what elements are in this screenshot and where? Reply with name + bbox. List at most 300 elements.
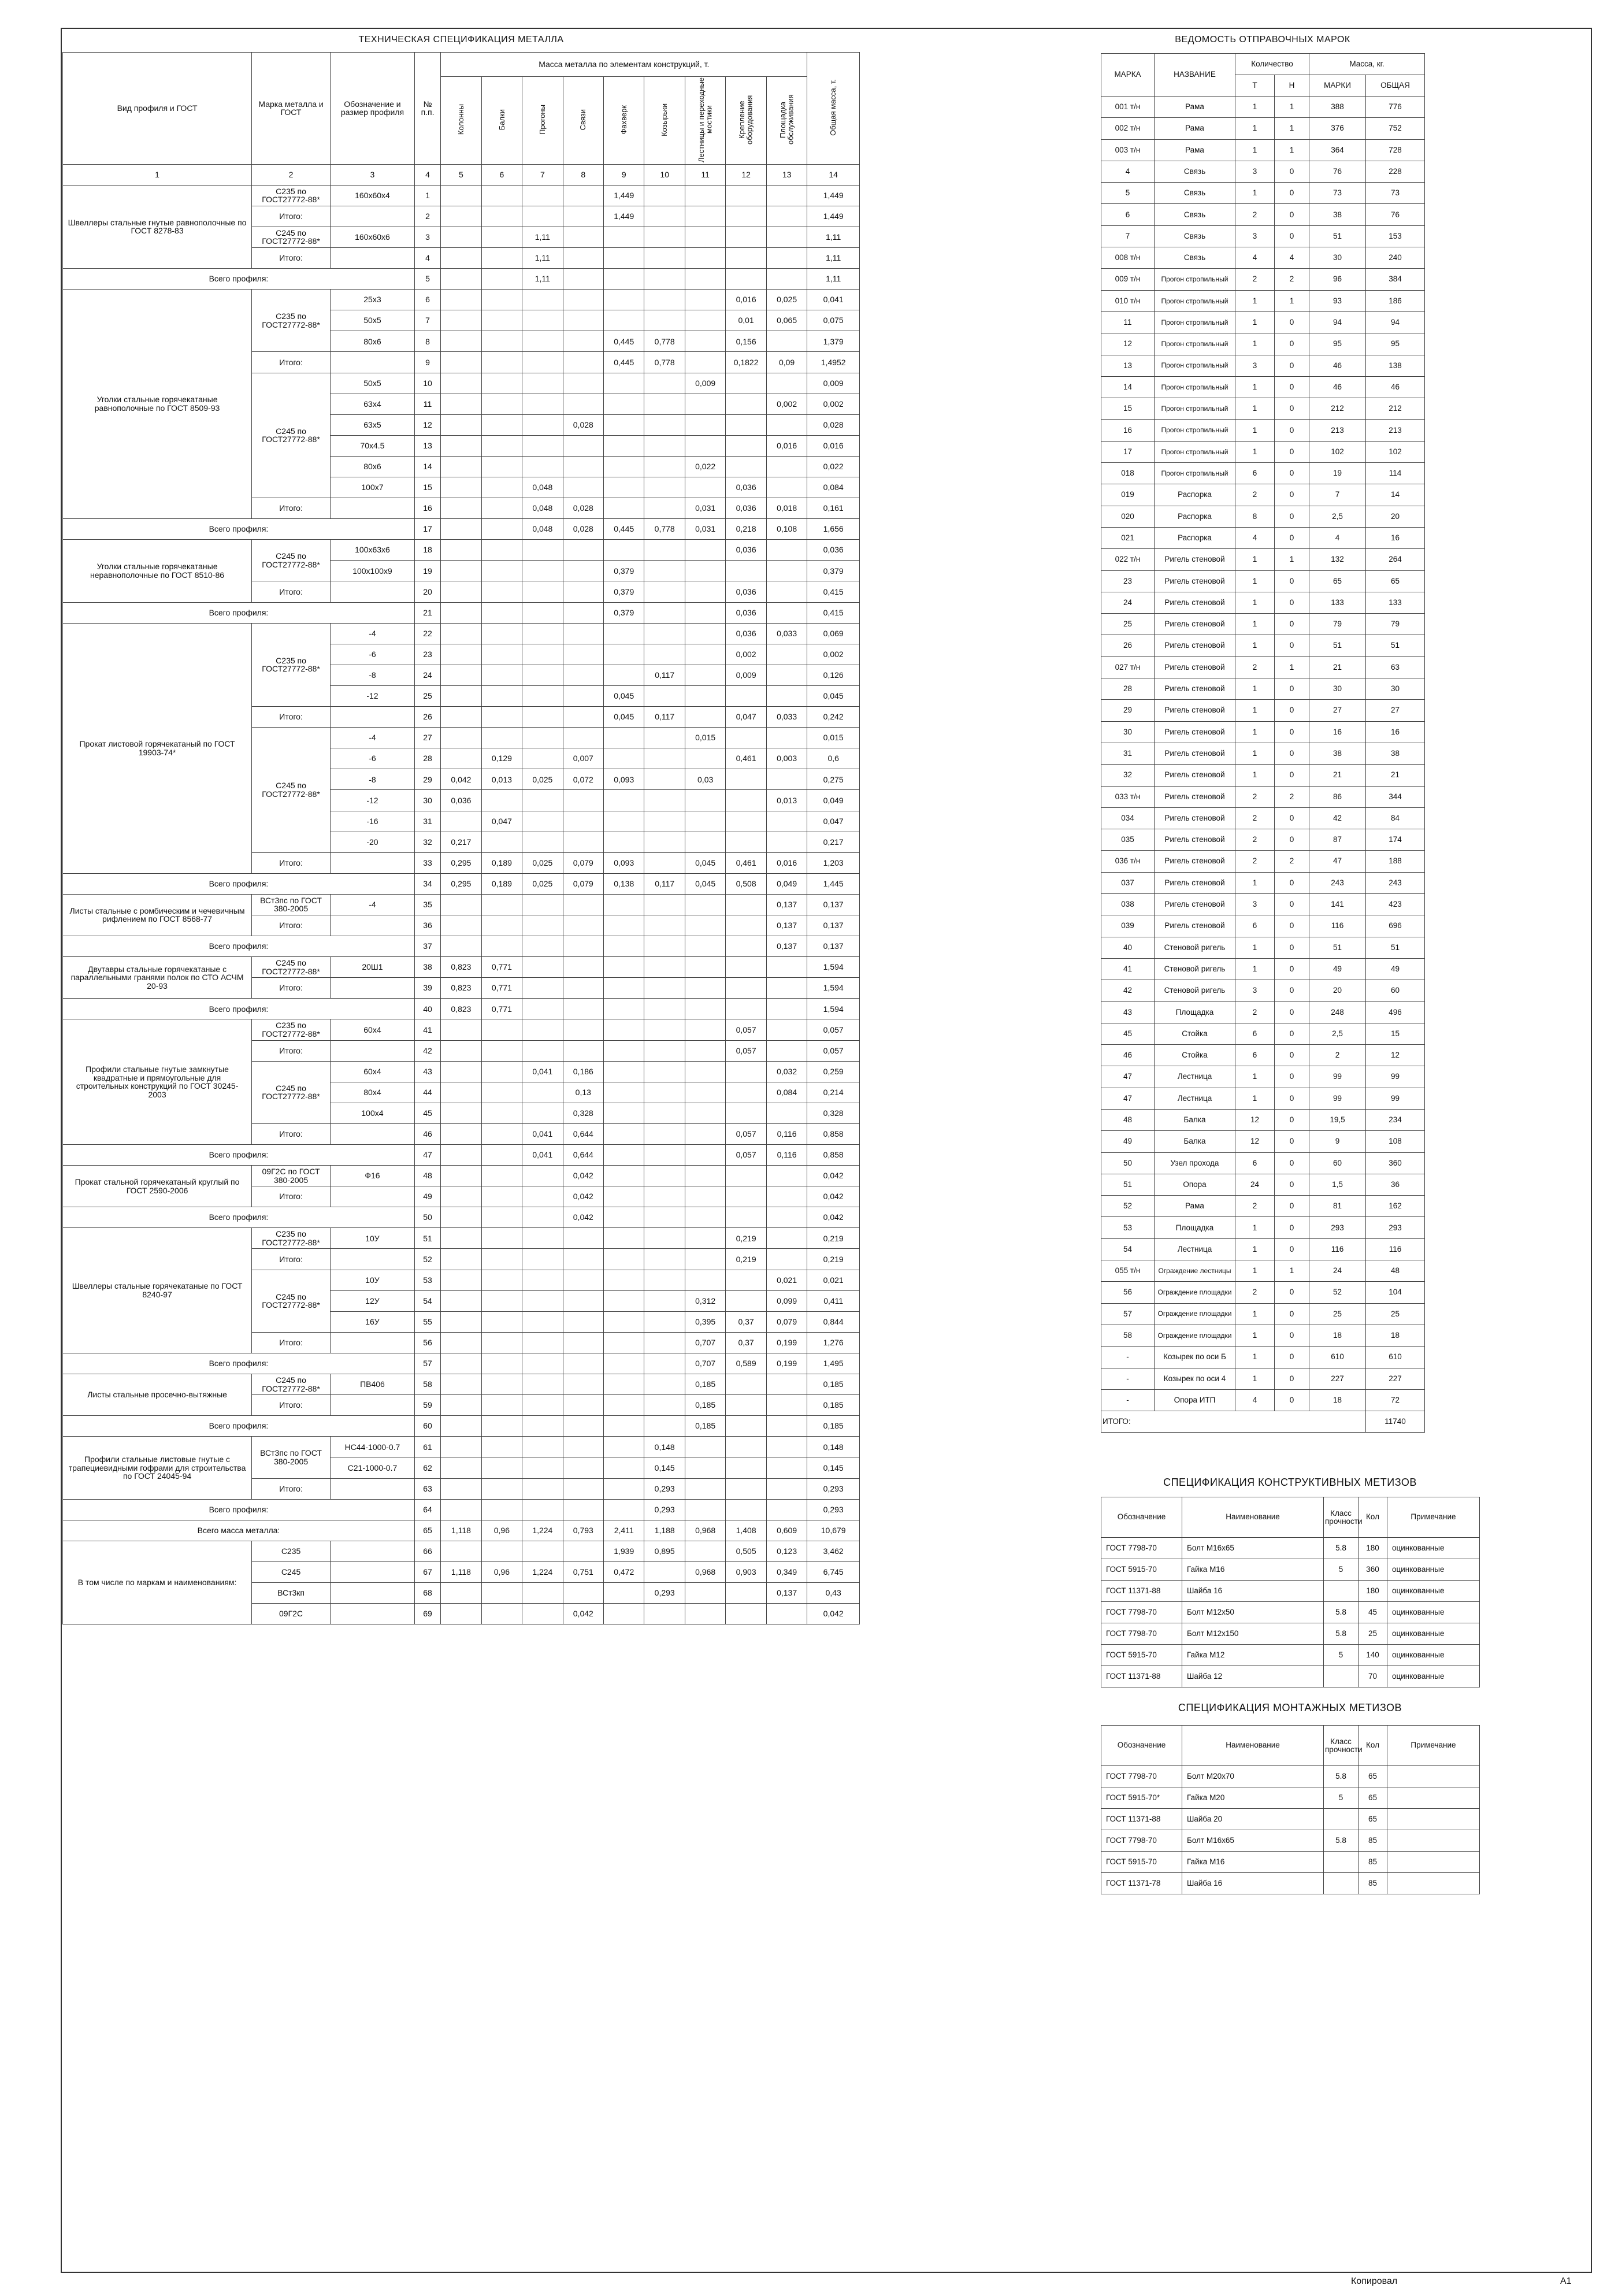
value-cell [726,1207,766,1228]
ship-cell: Стеновой ригель [1155,937,1235,958]
ship-cell: 116 [1366,1238,1425,1260]
ship-cell: 42 [1101,980,1155,1002]
ship-cell: 0 [1275,1368,1309,1389]
table-row [1101,398,1425,420]
ship-total-label: ИТОГО: [1101,1411,1366,1433]
table-row [1101,1260,1425,1282]
ship-cell: Прогон стропильный [1155,463,1235,484]
value-cell: 70х4.5 [330,435,414,456]
value-cell [644,1290,685,1311]
ship-cell: 376 [1309,118,1366,139]
ship-cell: 2 [1235,269,1275,290]
value-cell: 0,185 [685,1374,725,1395]
copied-label: Копировал [1351,2276,1398,2286]
value-cell: 0,312 [685,1290,725,1311]
value-cell: 0,108 [766,519,807,540]
value-cell: 0,472 [604,1561,644,1582]
ship-cell: 41 [1101,958,1155,980]
value-cell: 23 [414,644,440,665]
cons-cell: 180 [1359,1538,1387,1559]
value-cell [522,561,563,581]
col-size-header: Обозначение и размер профиля [330,53,414,165]
value-cell [604,999,644,1019]
value-cell [604,1290,644,1311]
ship-cell: 49 [1101,1131,1155,1152]
value-cell: 53 [414,1270,440,1290]
value-cell [481,1478,522,1499]
total-cell: 0,036 [807,540,860,561]
mount-cell: Шайба 16 [1182,1873,1324,1894]
value-cell: 0,003 [766,748,807,769]
value-cell: Итого: [252,498,331,519]
ship-cell: - [1101,1389,1155,1411]
value-cell: 160х60х6 [330,227,414,247]
ship-cell: 0 [1275,1238,1309,1260]
value-cell [481,435,522,456]
col-element-header: Колонны [441,77,481,165]
value-cell [644,1395,685,1416]
value-cell: 0,036 [726,602,766,623]
table-row [1101,1174,1425,1195]
value-cell [563,1437,603,1457]
value-cell [563,790,603,811]
ship-cell: 240 [1366,247,1425,269]
ship-cell: Прогон стропильный [1155,398,1235,420]
col-number: 2 [252,164,331,185]
value-cell: 0,505 [726,1541,766,1561]
value-cell [481,832,522,852]
value-cell [604,435,644,456]
value-cell: 0,589 [726,1353,766,1374]
value-cell [604,290,644,310]
value-cell: С245 по ГОСТ27772-88* [252,540,331,581]
value-cell [481,685,522,706]
value-cell [604,811,644,832]
value-cell: 0,379 [604,561,644,581]
ship-cell: Прогон стропильный [1155,355,1235,376]
value-cell: 0,045 [685,852,725,873]
profile-cell: Всего профиля: [63,1499,415,1520]
ship-cell: 212 [1309,398,1366,420]
ship-cell: 4 [1235,247,1275,269]
value-cell: 0,013 [766,790,807,811]
value-cell [766,185,807,206]
value-cell: 59 [414,1395,440,1416]
value-cell [522,1478,563,1499]
value-cell [522,1270,563,1290]
table-row [1101,311,1425,333]
value-cell [685,811,725,832]
value-cell: 0,033 [766,707,807,728]
table-row [1101,183,1425,204]
value-cell [644,269,685,290]
col-number: 11 [685,164,725,185]
value-cell: 0,028 [563,414,603,435]
cons-cell [1324,1666,1359,1687]
total-cell: 0,185 [807,1416,860,1437]
ship-cell: 002 т/н [1101,118,1155,139]
ship-cell: 93 [1309,290,1366,311]
value-cell: 0,778 [644,519,685,540]
ship-cell: 17 [1101,441,1155,462]
value-cell [685,1207,725,1228]
value-cell: 49 [414,1186,440,1207]
total-cell: 0,042 [807,1207,860,1228]
value-cell [726,790,766,811]
profile-cell: Профили стальные гнутые замкнутые квадратные и прямоугольные для строительных конструкций по ГОСТ 30245-2003 [63,1019,252,1145]
ship-cell: 227 [1309,1368,1366,1389]
value-cell: Итого: [252,1332,331,1353]
value-cell: 0,116 [766,1145,807,1166]
value-cell: -16 [330,811,414,832]
total-cell: 0,411 [807,1290,860,1311]
value-cell: 0,968 [685,1561,725,1582]
value-cell [685,623,725,644]
mount-col-code: Обозначение [1101,1726,1182,1766]
value-cell: ВСт3пс по ГОСТ 380-2005 [252,1437,331,1478]
value-cell [766,373,807,394]
ship-cell: 65 [1366,570,1425,592]
value-cell: 64 [414,1499,440,1520]
value-cell: 16 [414,498,440,519]
total-cell: 0,6 [807,748,860,769]
value-cell [766,665,807,685]
value-cell [330,852,414,873]
value-cell [644,373,685,394]
profile-cell: Всего профиля: [63,1207,415,1228]
ship-cell: 79 [1366,614,1425,635]
value-cell: 0,025 [522,852,563,873]
value-cell: 5 [414,269,440,290]
value-cell [766,206,807,227]
value-cell: С235 по ГОСТ27772-88* [252,623,331,706]
mount-cell [1324,1809,1359,1830]
value-cell [563,1374,603,1395]
value-cell [441,1145,481,1166]
value-cell: 0,03 [685,769,725,790]
value-cell [563,957,603,978]
value-cell [481,1311,522,1332]
ship-cell: 7 [1101,225,1155,247]
cons-cell: Болт М12х50 [1182,1602,1324,1623]
shipping-marks-table [1101,53,1425,1433]
value-cell [766,685,807,706]
ship-cell: 035 [1101,829,1155,851]
total-cell: 1,594 [807,957,860,978]
value-cell [330,1332,414,1353]
ship-cell: 29 [1101,700,1155,721]
table-row [63,540,860,561]
value-cell: 40 [414,999,440,1019]
value-cell [441,1437,481,1457]
profile-cell: Всего профиля: [63,1145,415,1166]
ship-cell: 0 [1275,527,1309,548]
ship-cell: Ригель стеновой [1155,807,1235,829]
value-cell [685,957,725,978]
profile-cell: Всего профиля: [63,999,415,1019]
value-cell: 0,072 [563,769,603,790]
ship-cell: 1 [1235,635,1275,656]
value-cell [441,1604,481,1624]
value-cell [726,456,766,477]
value-cell: Итого: [252,707,331,728]
value-cell: 0,049 [766,873,807,894]
col-element-header: Козырьки [644,77,685,165]
ship-cell: 188 [1366,851,1425,872]
ship-cell: 25 [1309,1303,1366,1325]
ship-cell: 264 [1366,549,1425,570]
value-cell [563,1478,603,1499]
value-cell: 1,449 [604,185,644,206]
value-cell [330,498,414,519]
ship-cell: 46 [1366,376,1425,398]
value-cell [441,1123,481,1144]
ship-cell: 0 [1275,1282,1309,1303]
value-cell [604,310,644,331]
value-cell [441,1186,481,1207]
table-row [1101,1002,1425,1023]
value-cell: 10 [414,373,440,394]
value-cell [441,1582,481,1603]
ship-col-name: НАЗВАНИЕ [1155,54,1235,97]
value-cell [563,456,603,477]
cons-cell: Гайка М12 [1182,1645,1324,1666]
value-cell [644,957,685,978]
ship-cell: 8 [1235,506,1275,527]
value-cell [766,1499,807,1520]
value-cell: 0,018 [766,498,807,519]
ship-cell: - [1101,1368,1155,1389]
value-cell: -4 [330,623,414,644]
value-cell [604,247,644,268]
value-cell [604,1457,644,1478]
value-cell: 29 [414,769,440,790]
cons-cell: Шайба 12 [1182,1666,1324,1687]
value-cell: 0,036 [726,540,766,561]
value-cell [604,728,644,748]
value-cell [563,1019,603,1040]
value-cell: 63 [414,1478,440,1499]
value-cell [522,623,563,644]
table-row [1101,872,1425,893]
value-cell: 0,116 [766,1123,807,1144]
ship-cell: 227 [1366,1368,1425,1389]
table-row [1101,1088,1425,1109]
value-cell: 0,295 [441,873,481,894]
value-cell: 0,123 [766,1541,807,1561]
value-cell: 0,084 [766,1082,807,1103]
value-cell: 0,09 [766,352,807,373]
value-cell [644,894,685,915]
value-cell [644,1166,685,1186]
ship-cell: Козырек по оси Б [1155,1347,1235,1368]
ship-cell: 1 [1235,1325,1275,1346]
value-cell: 0,156 [726,331,766,352]
ship-cell: 0 [1275,893,1309,915]
value-cell [441,1478,481,1499]
value-cell: 68 [414,1582,440,1603]
value-cell [604,936,644,957]
value-cell: 0,025 [522,769,563,790]
value-cell [604,1207,644,1228]
ship-cell: 1 [1275,139,1309,161]
value-cell: 160х60х4 [330,185,414,206]
ship-cell: 19 [1309,463,1366,484]
ship-cell: 243 [1366,872,1425,893]
value-cell [685,1145,725,1166]
value-cell [563,1457,603,1478]
profile-cell: Всего профиля: [63,873,415,894]
mount-cell [1387,1852,1480,1873]
value-cell: Ф16 [330,1166,414,1186]
ship-cell: 6 [1235,1023,1275,1044]
ship-cell: Ригель стеновой [1155,656,1235,678]
value-cell [685,227,725,247]
value-cell [563,1353,603,1374]
ship-cell: Лестница [1155,1088,1235,1109]
value-cell [563,1290,603,1311]
value-cell: 0,022 [685,456,725,477]
ship-cell: 0 [1275,1196,1309,1217]
value-cell [522,414,563,435]
ship-cell: 51 [1309,937,1366,958]
value-cell [685,665,725,685]
cons-col-note: Примечание [1387,1497,1480,1538]
total-cell: 0,415 [807,602,860,623]
ship-cell: 24 [1235,1174,1275,1195]
ship-cell: 51 [1309,635,1366,656]
mount-cell [1387,1830,1480,1852]
ship-cell: 776 [1366,97,1425,118]
table-row [1101,225,1425,247]
ship-cell: 0 [1275,441,1309,462]
value-cell [330,1478,414,1499]
ship-cell: Рама [1155,118,1235,139]
value-cell [441,936,481,957]
value-cell: 44 [414,1082,440,1103]
ship-cell: 20 [1309,980,1366,1002]
ship-cell: 12 [1235,1109,1275,1130]
value-cell [441,728,481,748]
ship-cell: Связь [1155,183,1235,204]
ship-cell: 1 [1235,97,1275,118]
value-cell [726,561,766,581]
ship-cell: 48 [1366,1260,1425,1282]
value-cell: 0,37 [726,1311,766,1332]
ship-cell: 0 [1275,570,1309,592]
ship-cell: Прогон стропильный [1155,311,1235,333]
ship-cell: 0 [1275,958,1309,980]
value-cell [563,707,603,728]
ship-cell: 0 [1275,1045,1309,1066]
ship-cell: 496 [1366,1002,1425,1023]
value-cell: С245 по ГОСТ27772-88* [252,227,331,247]
ship-cell: 293 [1366,1217,1425,1238]
ship-total-value: 11740 [1366,1411,1425,1433]
mount-cell: 85 [1359,1852,1387,1873]
ship-cell: 1 [1235,700,1275,721]
total-cell: 0,844 [807,1311,860,1332]
ship-cell: 104 [1366,1282,1425,1303]
value-cell [604,832,644,852]
value-cell [441,1061,481,1082]
value-cell: 0,048 [522,519,563,540]
constructive-fasteners-table [1101,1497,1480,1687]
value-cell [726,206,766,227]
ship-cell: 30 [1309,678,1366,700]
value-cell [604,1437,644,1457]
value-cell [766,644,807,665]
cons-cell: ГОСТ 7798-70 [1101,1602,1182,1623]
value-cell: 0,047 [726,707,766,728]
ship-cell: Прогон стропильный [1155,420,1235,441]
value-cell: Итого: [252,581,331,602]
ship-cell: 2 [1235,484,1275,506]
value-cell [330,1541,414,1561]
value-cell [563,1541,603,1561]
ship-cell: 36 [1366,1174,1425,1195]
col-number: 7 [522,164,563,185]
value-cell [685,978,725,999]
table-row [63,873,860,894]
value-cell [522,1582,563,1603]
ship-cell: 0 [1275,1002,1309,1023]
ship-cell: 47 [1101,1088,1155,1109]
value-cell: 10У [330,1228,414,1249]
value-cell [330,581,414,602]
col-element-header: Прогоны [522,77,563,165]
ship-cell: 19,5 [1309,1109,1366,1130]
value-cell: 52 [414,1249,440,1270]
value-cell: 6 [414,290,440,310]
value-cell [522,748,563,769]
value-cell [766,1166,807,1186]
value-cell [330,206,414,227]
total-cell: 1,11 [807,247,860,268]
value-cell [522,707,563,728]
ship-cell: 25 [1366,1303,1425,1325]
mount-cell: 65 [1359,1787,1387,1809]
value-cell [481,1353,522,1374]
value-cell [441,1103,481,1123]
value-cell [330,1123,414,1144]
ship-cell: 728 [1366,139,1425,161]
value-cell [685,1437,725,1457]
value-cell [481,1186,522,1207]
table-row [1101,678,1425,700]
total-cell: 0,016 [807,435,860,456]
ship-cell: 234 [1366,1109,1425,1130]
ship-cell: Ригель стеновой [1155,851,1235,872]
ship-cell: 54 [1101,1238,1155,1260]
value-cell [481,936,522,957]
total-cell: 0,041 [807,290,860,310]
ship-cell: 1 [1235,1238,1275,1260]
value-cell: 0,445 [604,331,644,352]
ship-cell: 11 [1101,311,1155,333]
value-cell: 0,015 [685,728,725,748]
value-cell [522,1249,563,1270]
value-cell [644,561,685,581]
value-cell [644,602,685,623]
value-cell [685,602,725,623]
value-cell [522,832,563,852]
value-cell [726,1186,766,1207]
value-cell [481,602,522,623]
ship-cell: 1 [1235,958,1275,980]
table-row [1101,1131,1425,1152]
profile-cell: Всего профиля: [63,269,415,290]
